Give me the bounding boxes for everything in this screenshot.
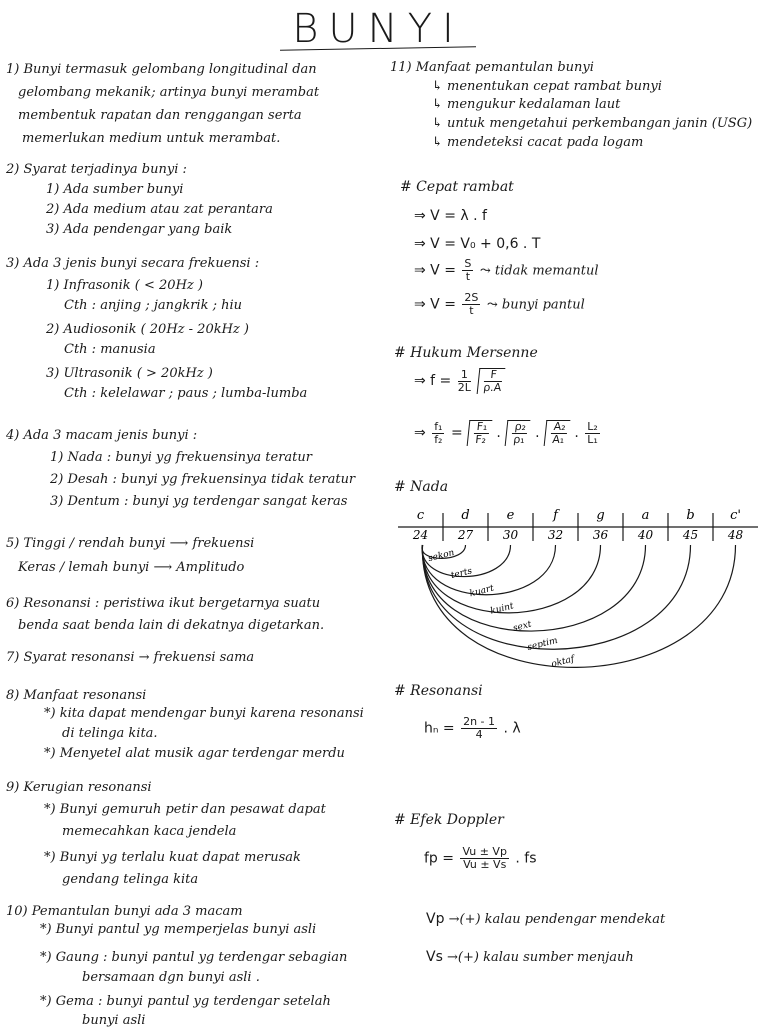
left-note-line-9: 3) Ada 3 jenis bunyi secara frekuensi : — [6, 256, 260, 271]
left-note-line-29: 9) Kerugian resonansi — [6, 780, 152, 795]
nada-interval-arcs — [422, 545, 736, 670]
right-note-line-1: 11) Manfaat pemantulan bunyi — [390, 60, 594, 75]
fraction-area-num: A₂ — [551, 421, 568, 434]
ratio-equals: = — [450, 425, 463, 441]
formula-v-lambda-f: ⇒ V = λ . f — [414, 208, 487, 224]
nada-note-5: g — [596, 508, 605, 523]
nada-interval-sekon: sekon — [427, 548, 456, 565]
fraction-rhoa: ρ.A — [482, 381, 503, 394]
formula-v-temperature: ⇒ V = V₀ + 0,6 . T — [414, 236, 541, 252]
right-note-line-3: ↳ mengukur kedalaman laut — [432, 97, 621, 112]
doppler-note-vs — [426, 950, 634, 965]
left-note-line-3: membentuk rapatan dan renggangan serta — [18, 108, 302, 123]
left-note-line-5: 2) Syarat terjadinya bunyi : — [6, 162, 187, 177]
ratio-dot-1: . — [496, 425, 501, 441]
nada-interval-septim: septim — [526, 635, 559, 654]
left-note-line-13: Cth : manusia — [64, 342, 156, 357]
fraction-length-num: L₂ — [587, 419, 598, 433]
sqrt-force-ratio — [467, 420, 492, 446]
left-note-line-15: Cth : kelelawar ; paus ; lumba-lumba — [64, 386, 308, 401]
fraction-2l: 2L — [457, 380, 471, 394]
left-note-line-6: 1) Ada sumber bunyi — [46, 182, 184, 197]
left-note-line-39: bunyi asli — [82, 1013, 146, 1028]
fraction-s-t — [462, 258, 473, 283]
left-note-line-14: 3) Ultrasonik ( > 20kHz ) — [46, 366, 213, 381]
nada-diagram — [392, 495, 762, 685]
fraction-force — [473, 421, 490, 446]
left-note-line-23: benda saat benda lain di dekatnya digetarkan. — [18, 618, 325, 633]
doppler-note-vp — [426, 912, 665, 927]
nada-note-4: f — [553, 508, 558, 523]
left-note-line-35: *) Bunyi pantul yg memperjelas bunyi asli — [40, 922, 317, 937]
left-note-line-4: memerlukan medium untuk merambat. — [22, 131, 281, 146]
left-note-line-26: *) kita dapat mendengar bunyi karena resonansi — [44, 706, 364, 721]
nada-value-6: 40 — [637, 528, 654, 542]
left-note-line-18: 2) Desah : bunyi yg frekuensinya tidak teratur — [50, 472, 356, 487]
sqrt-area-ratio — [544, 420, 571, 446]
left-note-line-34: 10) Pemantulan bunyi ada 3 macam — [6, 904, 243, 919]
fraction-1-2l — [458, 369, 471, 394]
sqrt-density-ratio — [505, 420, 531, 446]
fraction-density — [511, 421, 529, 446]
left-note-line-21: Keras / lemah bunyi ⟶ Amplitudo — [18, 560, 245, 575]
nada-interval-kuart: kuart — [468, 583, 495, 600]
left-note-line-16: 4) Ada 3 macam jenis bunyi : — [6, 428, 198, 443]
ratio-dot-2: . — [535, 425, 540, 441]
fraction-doppler — [460, 846, 508, 871]
fraction-density-num: ρ₂ — [512, 421, 529, 434]
fraction-area-den: A₁ — [551, 433, 565, 446]
left-note-line-24: 7) Syarat resonansi → frekuensi sama — [6, 650, 255, 665]
page-title: BUNYI — [292, 6, 464, 52]
left-note-line-22: 6) Resonansi : peristiwa ikut bergetarnya suatu — [6, 596, 321, 611]
right-note-line-4: ↳ untuk mengetahui perkembangan janin (USG) — [432, 116, 753, 131]
fraction-f2: f₂ — [434, 432, 443, 446]
right-note-line-2: ↳ menentukan cepat rambat bunyi — [432, 79, 662, 94]
fraction-density-den: ρ₁ — [512, 433, 526, 446]
nada-value-4: 32 — [547, 528, 564, 542]
heading-hukum-mersenne: # Hukum Mersenne — [394, 345, 538, 361]
formula-mersenne-f — [414, 368, 505, 394]
formula-v-2s-left: ⇒ V = — [414, 296, 456, 313]
symbol-vp: Vp — [426, 911, 445, 927]
left-note-line-38: *) Gema : bunyi pantul yg terdengar setelah — [40, 994, 331, 1009]
nada-arc-sext — [422, 545, 645, 631]
ratio-dot-3: . — [574, 425, 579, 441]
fraction-force-den: F₂ — [474, 433, 487, 446]
heading-nada: # Nada — [394, 479, 449, 495]
nada-interval-terts: terts — [449, 566, 474, 582]
heading-cepat-rambat: # Cepat rambat — [400, 179, 514, 195]
nada-note-6: a — [641, 508, 650, 523]
fraction-2n-1-4 — [461, 716, 497, 741]
left-note-line-20: 5) Tinggi / rendah bunyi ⟶ frekuensi — [6, 536, 255, 551]
doppler-left: fp = — [424, 850, 454, 867]
left-note-line-36: *) Gaung : bunyi pantul yg terdengar sebagian — [40, 950, 348, 965]
left-note-line-11: Cth : anjing ; jangkrik ; hiu — [64, 298, 242, 313]
right-note-line-5: ↳ mendeteksi cacat pada logam — [432, 135, 644, 150]
fraction-1: 1 — [458, 369, 471, 382]
nada-interval-oktaf: oktaf — [550, 654, 576, 670]
left-note-line-37: bersamaan dgn bunyi asli . — [82, 970, 260, 985]
fraction-s: S — [464, 257, 472, 270]
formula-mersenne-ratio — [414, 420, 602, 446]
left-note-line-30: *) Bunyi gemuruh petir dan pesawat dapat — [44, 802, 326, 817]
note-vs-text: →(+) kalau sumber menjauh — [447, 950, 634, 965]
nada-value-5: 36 — [592, 528, 609, 542]
left-note-line-28: *) Menyetel alat musik agar terdengar merdu — [44, 746, 345, 761]
formula-v-s-left: ⇒ V = — [414, 262, 456, 279]
note-vp-text: →(+) kalau pendengar mendekat — [448, 912, 666, 927]
left-note-line-25: 8) Manfaat resonansi — [6, 688, 147, 703]
fraction-length — [585, 421, 600, 446]
nada-value-3: 30 — [502, 528, 519, 542]
nada-value-1: 24 — [412, 528, 429, 542]
left-note-line-31: memecahkan kaca jendela — [62, 824, 237, 839]
ratio-arrow: ⇒ — [414, 425, 426, 441]
left-note-line-1: 1) Bunyi termasuk gelombang longitudinal dan — [6, 62, 317, 77]
fraction-doppler-num: Vu ± Vp — [462, 845, 507, 858]
left-note-line-2: gelombang mekanik; artinya bunyi merambat — [18, 85, 320, 100]
nada-note-1: c — [416, 508, 425, 523]
left-note-line-27: di telinga kita. — [62, 726, 158, 741]
nada-interval-sext: sext — [512, 619, 533, 634]
left-note-line-17: 1) Nada : bunyi yg frekuensinya teratur — [50, 450, 312, 465]
nada-scale-ticks — [412, 508, 744, 542]
fraction-2s-t — [462, 292, 480, 317]
fraction-area — [550, 421, 569, 446]
fraction-t2: t — [469, 304, 474, 317]
fraction-t: t — [465, 270, 471, 283]
left-note-line-10: 1) Infrasonik ( < 20Hz ) — [46, 278, 203, 293]
formula-v-2s-over-t — [414, 292, 585, 317]
symbol-vs: Vs — [426, 949, 443, 965]
fraction-2n-1: 2n - 1 — [463, 715, 496, 728]
heading-resonansi: # Resonansi — [394, 683, 483, 699]
nada-value-7: 45 — [682, 528, 699, 542]
note-bunyi-pantul: ⤳ bunyi pantul — [486, 297, 585, 313]
formula-resonansi — [424, 716, 521, 741]
nada-note-2: d — [461, 508, 470, 523]
nada-note-3: e — [506, 508, 515, 523]
nada-interval-kuint: kuint — [489, 601, 515, 617]
formula-doppler — [424, 846, 537, 871]
left-note-line-8: 3) Ada pendengar yang baik — [46, 222, 233, 237]
formula-v-s-over-t — [414, 258, 599, 283]
sqrt-f-rho-a — [477, 368, 506, 394]
note-tidak-memantul: ⤳ tidak memantul — [479, 263, 599, 279]
fraction-force-num: F₁ — [474, 421, 490, 434]
left-note-line-19: 3) Dentum : bunyi yg terdengar sangat keras — [50, 494, 348, 509]
nada-note-8: c' — [730, 508, 741, 523]
left-note-line-12: 2) Audiosonik ( 20Hz - 20kHz ) — [46, 322, 249, 337]
doppler-right: . fs — [515, 850, 537, 867]
fraction-length-den: L₁ — [587, 432, 598, 446]
left-note-line-7: 2) Ada medium atau zat perantara — [46, 202, 273, 217]
fraction-4: 4 — [475, 728, 483, 741]
left-note-line-33: gendang telinga kita — [62, 872, 199, 887]
fraction-2s: 2S — [464, 291, 479, 304]
fraction-f-rhoa — [483, 369, 504, 394]
resonansi-right: . λ — [503, 720, 521, 737]
fraction-f: F — [484, 369, 503, 382]
mersenne-f-left: ⇒ f = — [414, 373, 452, 389]
nada-note-7: b — [686, 508, 695, 523]
heading-efek-doppler: # Efek Doppler — [394, 812, 504, 828]
nada-value-8: 48 — [727, 528, 744, 542]
left-note-line-32: *) Bunyi yg terlalu kuat dapat merusak — [44, 850, 301, 865]
nada-value-2: 27 — [457, 528, 474, 542]
resonansi-left: hₙ = — [424, 720, 455, 737]
fraction-f1-f2 — [432, 421, 444, 446]
fraction-doppler-den: Vu ± Vs — [463, 858, 507, 871]
fraction-f1: f₁ — [434, 419, 443, 433]
